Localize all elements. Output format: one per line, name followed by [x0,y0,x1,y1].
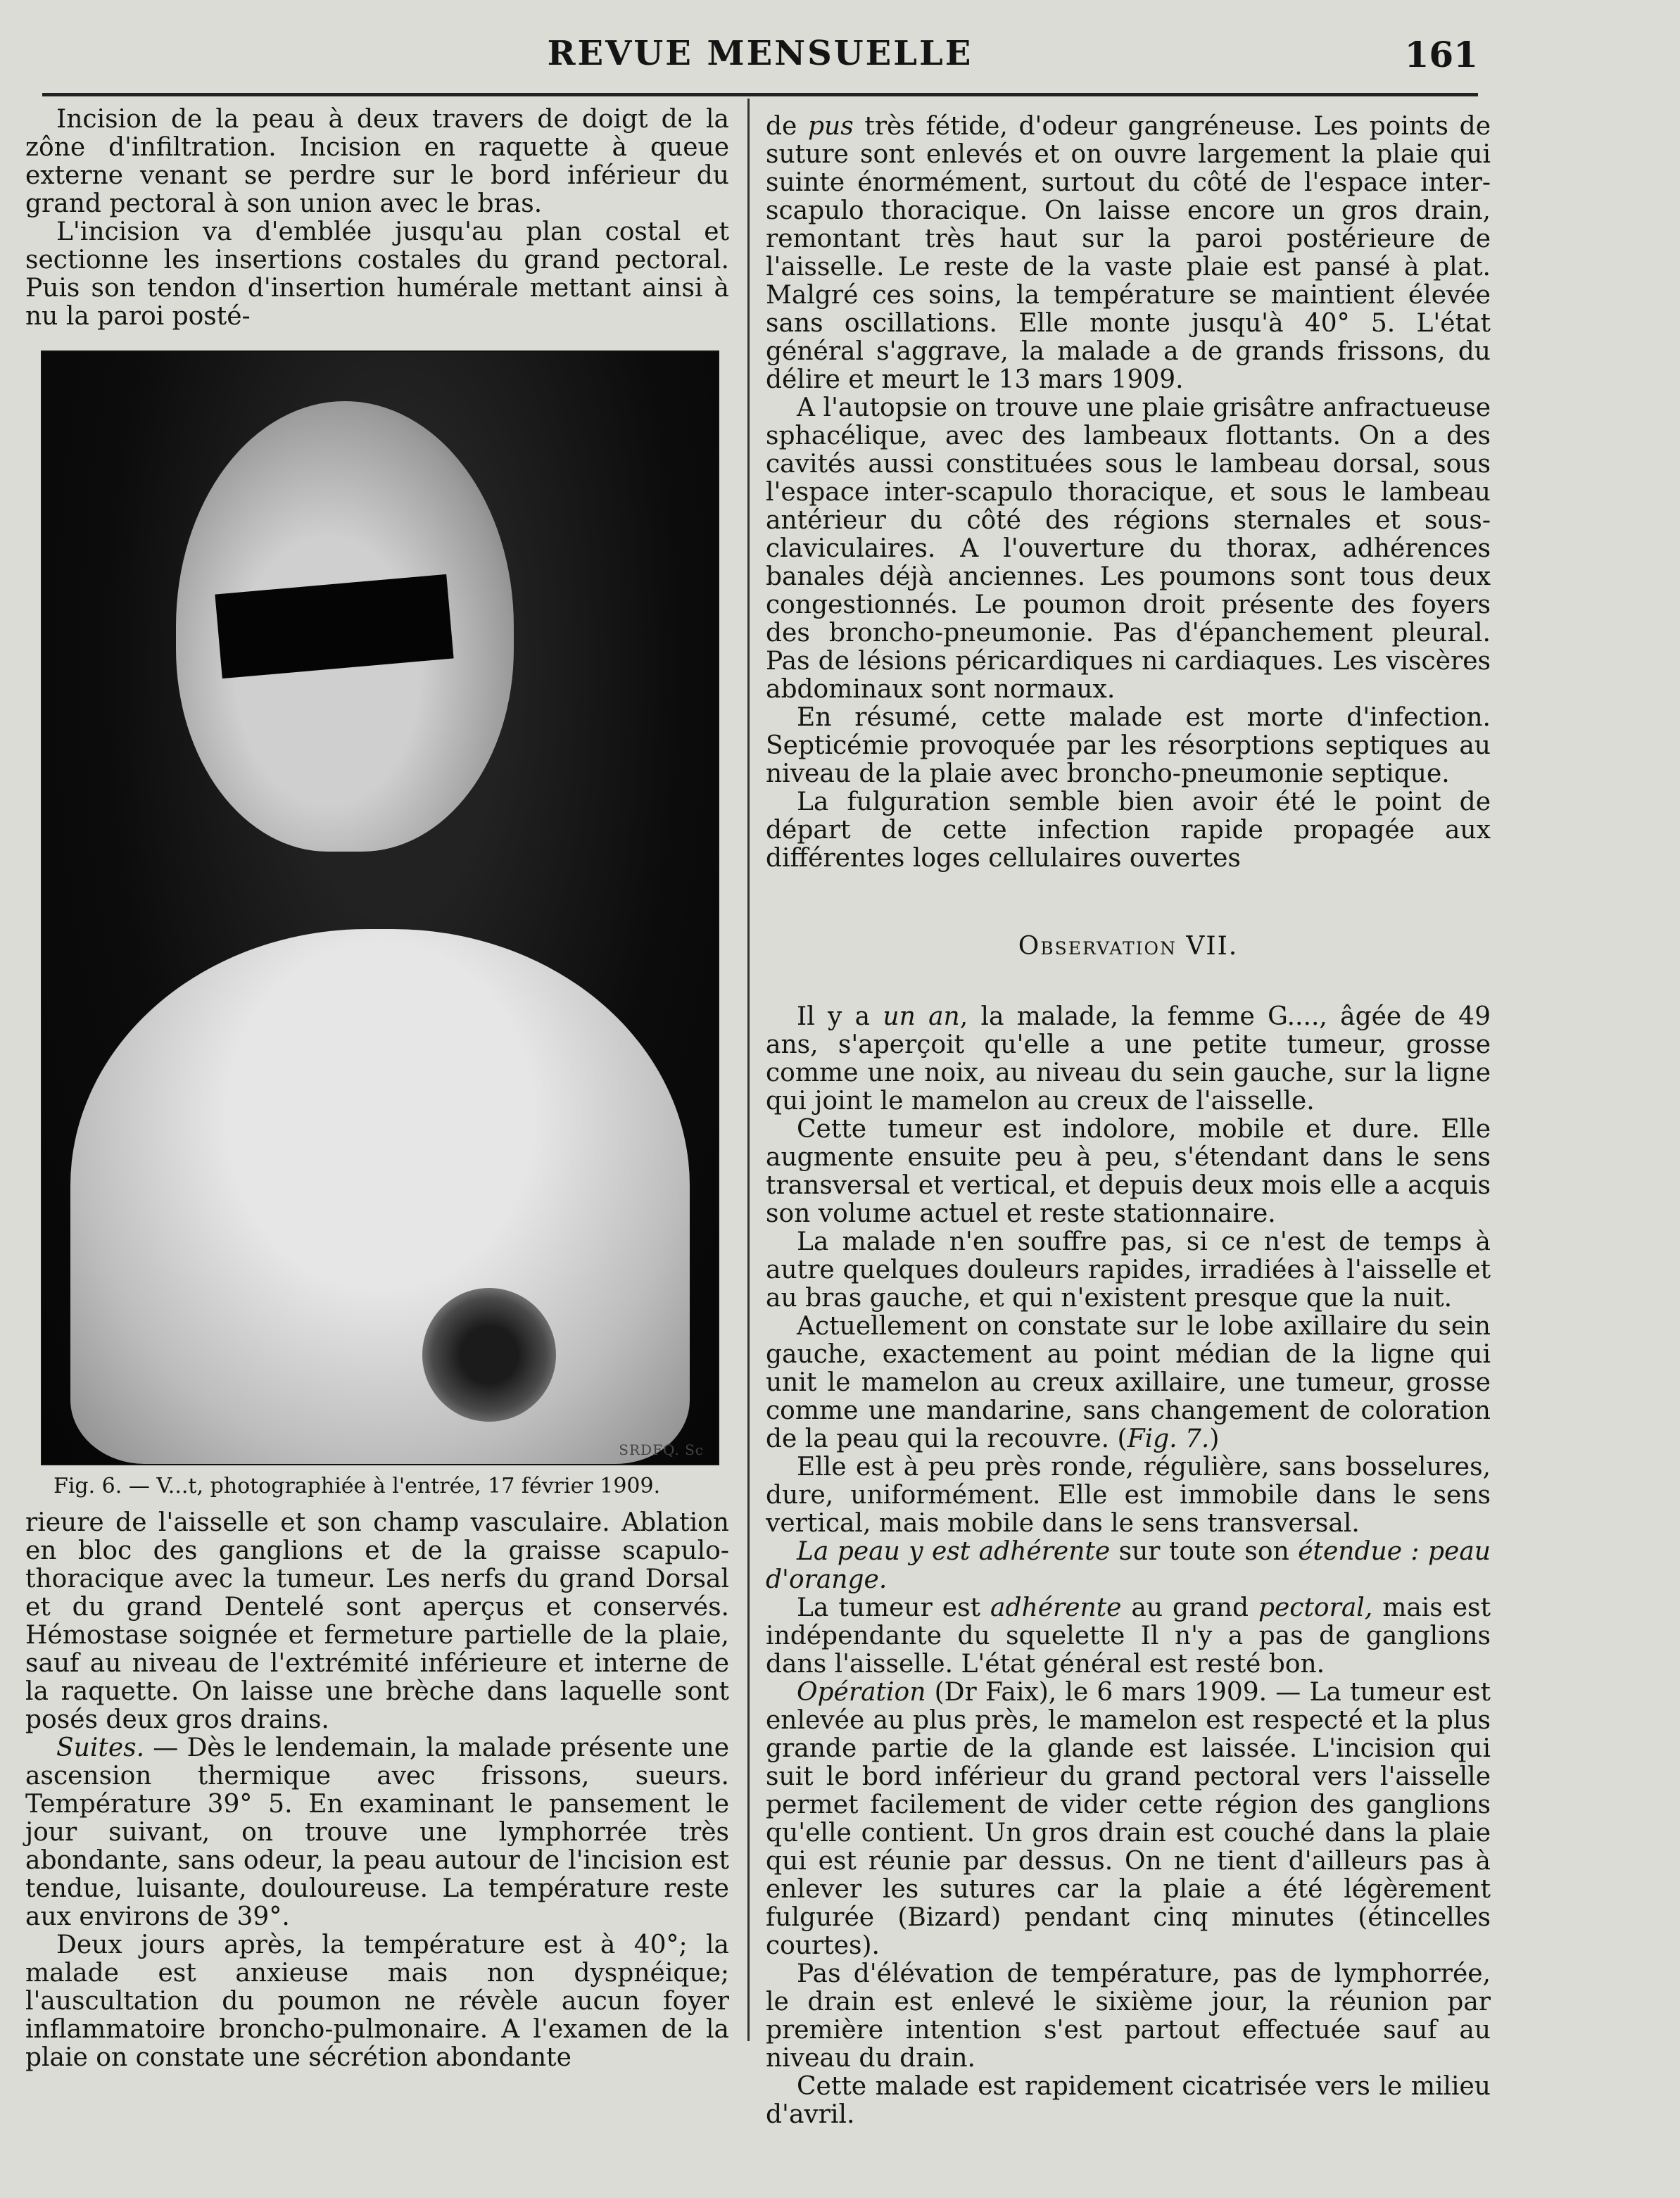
paragraph: Deux jours après, la température est à 40°; la malade est anxieuse mais non dyspnéique; l'auscultation du poumon ne révèle aucun foyer inflammatoire broncho-pulmonaire. A l'examen de la plaie on constate une sécrétion abondante [25,1931,729,2072]
paragraph: Opération (Dr Faix), le 6 mars 1909. — La tumeur est enlevée au plus près, le mamelon est respecté et la plus grande partie de la glande est laissée. L'incision qui suit le bord inférieur du grand pectoral vers l'aisselle permet facilement de vider cette région des ganglions qu'elle contient. Un gros drain est couché dans la plaie qui est réunie par dessus. On ne tient d'ailleurs pas à enlever les sutures car la plaie a été légèrement fulgurée (Bizard) pendant cinq minutes (étincelles courtes). [766,1678,1491,1960]
patient-torso [70,929,690,1464]
paragraph: Cette malade est rapidement cicatrisée vers le milieu d'avril. [766,2072,1491,2129]
paragraph: La tumeur est adhérente au grand pectoral, mais est indépendante du squelette Il n'y a pas de ganglions dans l'aisselle. L'état général est resté bon. [766,1593,1491,1679]
left-column [25,106,729,2072]
paragraph: A l'autopsie on trouve une plaie grisâtre anfractueuse sphacélique, avec des lambeaux flottants. On a des cavités aussi constituées sous le lambeau dorsal, sous l'espace inter-scapulo thoracique, et sous le lambeau antérieur du côté des régions sternales et sous-claviculaires. A l'ouverture du thorax, adhérences banales déjà anciennes. Les poumons sont tous deux congestionnés. Le poumon droit présente des foyers des broncho-pneumonie. Pas d'épanchement pleural. Pas de lésions péricardiques ni cardiaques. Les viscères abdominaux sont normaux. [766,393,1491,704]
breast-lesion [422,1288,556,1422]
paragraph: Cette tumeur est indolore, mobile et dure. Elle augmente ensuite peu à peu, s'étendant dans le sens transversal et vertical, et depuis deux mois elle a acquis son volume actuel et reste stationnaire. [766,1115,1491,1228]
column-rule [747,99,750,2041]
running-header [42,28,1478,96]
figure-caption: Fig. 6. — V...t, photographiée à l'entrée, 17 février 1909. [53,1474,661,1498]
paragraph: En résumé, cette malade est morte d'infection. Septicémie provoquée par les résorptions septiques au niveau de la plaie avec broncho-pneumonie septique. [766,703,1491,788]
paragraph: L'incision va d'emblée jusqu'au plan costal et sectionne les insertions costales du grand pectoral. Puis son tendon d'insertion humérale mettant ainsi à nu la paroi posté- [25,217,729,331]
patient-photograph [41,350,719,1465]
journal-title: REVUE MENSUELLE [547,34,973,73]
paragraph: Elle est à peu près ronde, régulière, sans bosselures, dure, uniformément. Elle est immobile dans le sens vertical, mais mobile dans le sens transversal. [766,1453,1491,1538]
paragraph: Il y a un an, la malade, la femme G...., âgée de 49 ans, s'aperçoit qu'elle a une petite tumeur, grosse comme une noix, au niveau du sein gauche, sur la ligne qui joint le mamelon au creux de l'aisselle. [766,1002,1491,1116]
right-column [766,113,1491,2129]
section-lead: Suites. [56,1733,145,1762]
paragraph: rieure de l'aisselle et son champ vasculaire. Ablation en bloc des ganglions et de la graisse scapulo-thoracique avec la tumeur. Les nerfs du grand Dorsal et du grand Dentelé sont aperçus et conservés. Hémostase soignée et fermeture partielle de la plaie, sauf au niveau de l'extrémité inférieure et interne de la raquette. On laisse une brèche dans laquelle sont posés deux gros drains. [25,1508,729,1734]
page-number: 161 [1404,34,1478,75]
paragraph: de pus très fétide, d'odeur gangréneuse. Les points de suture sont enlevés et on ouvre largement la plaie qui suinte énormément, surtout du côté de l'espace inter-scapulo thoracique. On laisse encore un gros drain, remontant très haut sur la paroi postérieure de l'aisselle. Le reste de la vaste plaie est pansé à plat. Malgré ces soins, la température se maintient élevée sans oscillations. Elle monte jusqu'à 40° 5. L'état général s'aggrave, la malade a de grands frissons, du délire et meurt le 13 mars 1909. [766,112,1491,394]
observation-heading: Observation VII. [1018,932,1239,961]
paragraph: Incision de la peau à deux travers de doigt de la zône d'infiltration. Incision en raquette à queue externe venant se perdre sur le bord inférieur du grand pectoral à son union avec le bras. [25,105,729,218]
paragraph: Pas d'élévation de température, pas de lymphorrée, le drain est enlevé le sixième jour, la réunion par première intention s'est partout effectuée sauf au niveau du drain. [766,1959,1491,2073]
paragraph: La fulguration semble bien avoir été le point de départ de cette infection rapide propagée aux différentes loges cellulaires ouvertes [766,788,1491,873]
paragraph: Actuellement on constate sur le lobe axillaire du sein gauche, exactement au point médian de la ligne qui unit le mamelon au creux axillaire, une tumeur, grosse comme une mandarine, sans changement de coloration de la peau qui la recouvre. (Fig. 7.) [766,1312,1491,1453]
figure-6 [41,350,716,1463]
paragraph: La malade n'en souffre pas, si ce n'est de temps à autre quelques douleurs rapides, irradiées à l'aisselle et au bras gauche, et qui n'existent presque que la nuit. [766,1227,1491,1313]
paragraph: Suites. — Dès le lendemain, la malade présente une ascension thermique avec frissons, sueurs. Température 39° 5. En examinant le pansement le jour suivant, on trouve une lymphorrée très abondante, sans odeur, la peau autour de l'incision est tendue, luisante, douloureuse. La température reste aux environs de 39°. [25,1733,729,1931]
paragraph: La peau y est adhérente sur toute son étendue : peau d'orange. [766,1537,1491,1594]
engraver-signature: SRDFQ. Sc [619,1441,704,1458]
